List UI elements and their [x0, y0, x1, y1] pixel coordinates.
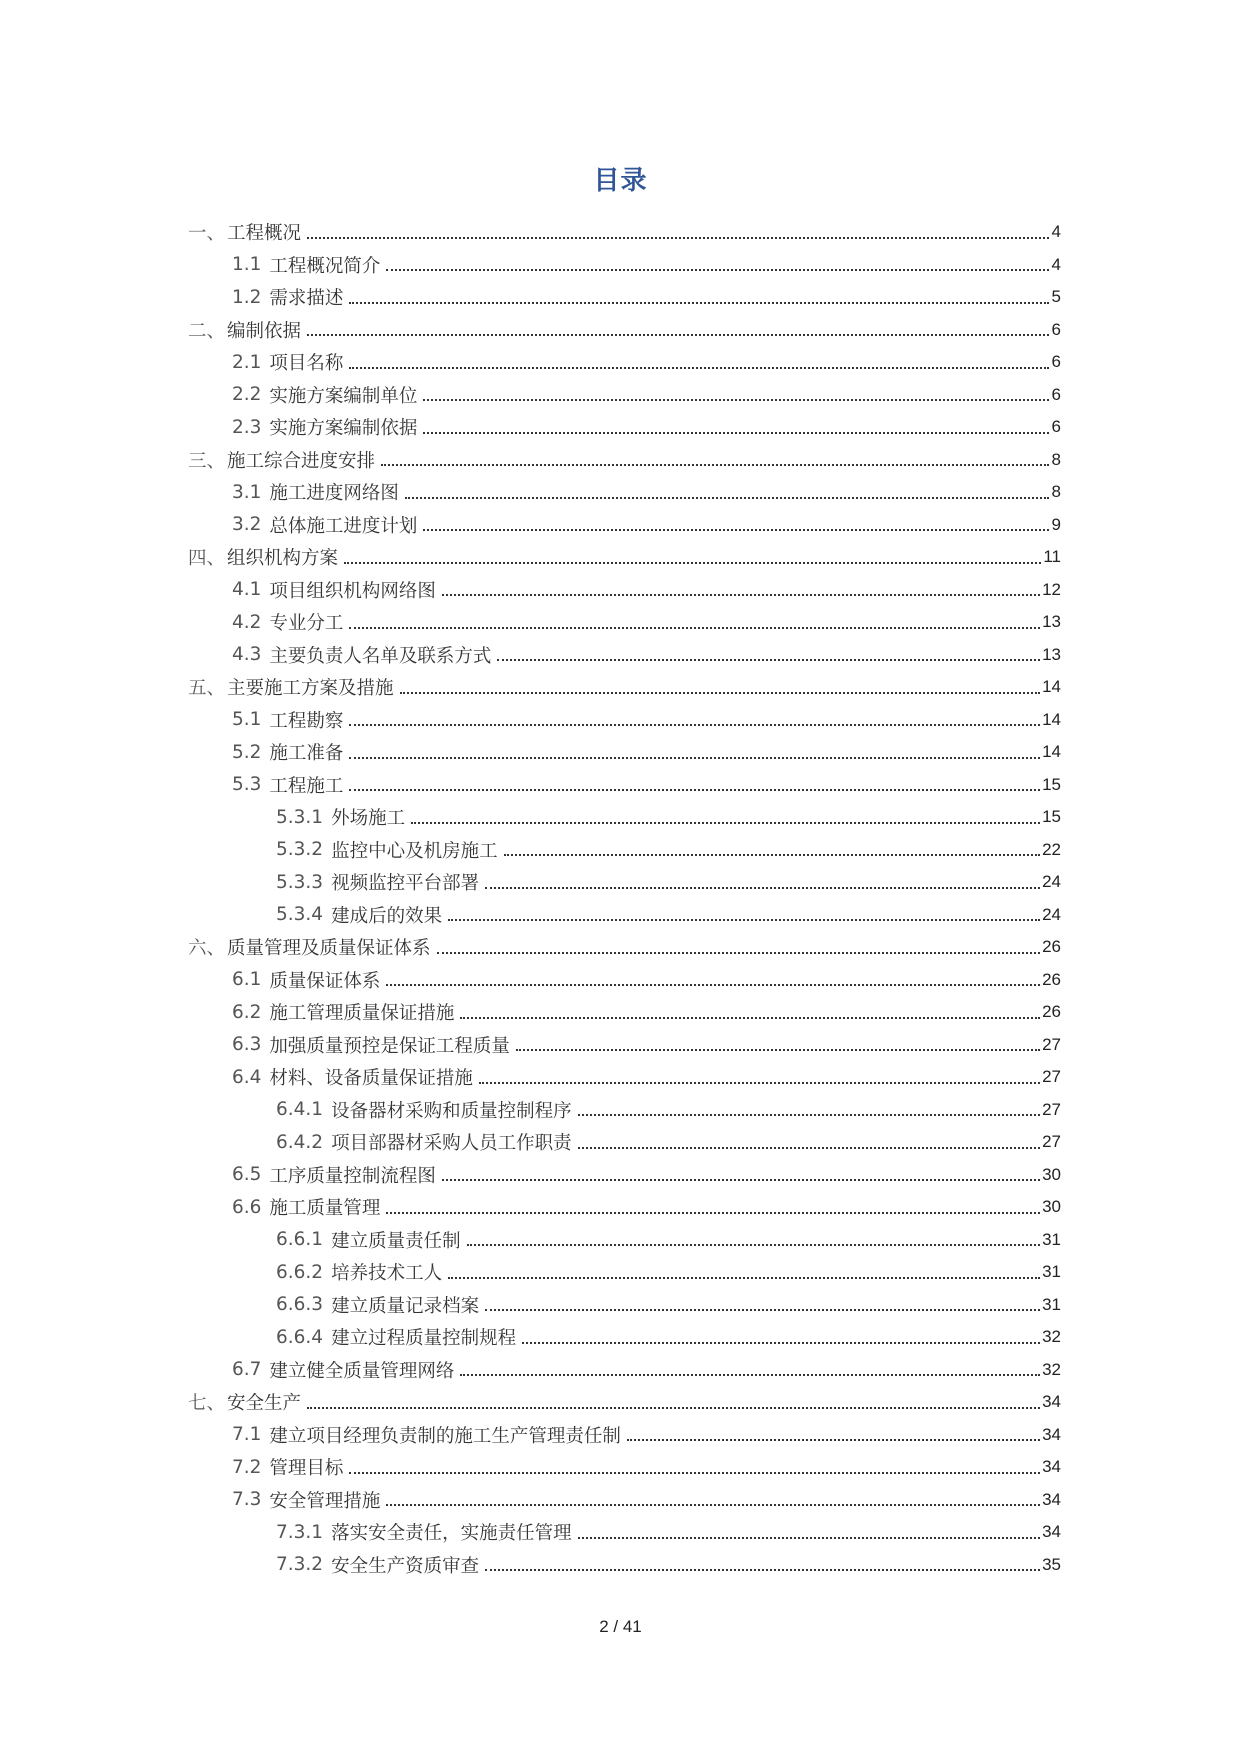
toc-entry[interactable] — [188, 314, 1061, 347]
toc-entry-title: 安全生产 — [227, 1393, 302, 1415]
dot-leader — [344, 561, 1041, 564]
toc-entry[interactable] — [188, 1289, 1061, 1322]
toc-entry-number: 7.3.1 — [276, 1521, 324, 1543]
dot-leader — [485, 1308, 1040, 1311]
toc-entry-title: 项目部器材采购人员工作职责 — [331, 1133, 572, 1155]
toc-entry-page: 30 — [1042, 1197, 1061, 1217]
toc-entry-title: 施工管理质量保证措施 — [269, 1003, 455, 1025]
dot-leader — [423, 528, 1049, 531]
dot-leader — [400, 691, 1041, 694]
toc-entry-number: 5.3.3 — [276, 871, 324, 893]
toc-entry[interactable] — [188, 606, 1061, 639]
toc-entry[interactable] — [188, 1191, 1061, 1224]
dot-leader — [349, 1471, 1040, 1474]
toc-entry[interactable] — [188, 346, 1061, 379]
dot-leader — [386, 983, 1040, 986]
toc-entry[interactable] — [188, 1224, 1061, 1257]
toc-entry-title: 管理目标 — [269, 1458, 344, 1480]
toc-entry-number: 6.4.1 — [276, 1099, 324, 1121]
dot-leader — [405, 496, 1049, 499]
toc-entry-number: 2.2 — [232, 384, 262, 406]
dot-leader — [307, 1406, 1040, 1409]
toc-entry-title: 设备器材采购和质量控制程序 — [331, 1100, 572, 1122]
toc-entry-title: 质量管理及质量保证体系 — [227, 938, 431, 960]
page-title: 目录 — [593, 166, 648, 196]
toc-entry[interactable] — [188, 1159, 1061, 1192]
toc-entry[interactable] — [188, 1029, 1061, 1062]
toc-entry[interactable] — [188, 964, 1061, 997]
toc-entry-title: 工序质量控制流程图 — [269, 1165, 436, 1187]
dot-leader — [442, 1178, 1040, 1181]
toc-entry-number: 6.6.2 — [276, 1261, 324, 1283]
dot-leader — [442, 593, 1040, 596]
toc-entry-title: 外场施工 — [331, 808, 406, 830]
toc-entry-title: 安全生产资质审查 — [331, 1555, 480, 1577]
toc-entry[interactable] — [188, 541, 1061, 574]
toc-entry[interactable] — [188, 444, 1061, 477]
dot-leader — [504, 853, 1040, 856]
toc-entry-page: 4 — [1051, 222, 1061, 242]
dot-leader — [307, 236, 1049, 239]
toc-entry-title: 建成后的效果 — [331, 905, 443, 927]
toc-entry[interactable] — [188, 996, 1061, 1029]
toc-entry[interactable] — [188, 899, 1061, 932]
dot-leader — [411, 821, 1040, 824]
toc-entry-number: 6.4.2 — [276, 1131, 324, 1153]
dot-leader — [467, 1243, 1040, 1246]
toc-entry[interactable] — [188, 574, 1061, 607]
toc-entry-number: 6.1 — [232, 969, 262, 991]
toc-entry[interactable] — [188, 639, 1061, 672]
toc-entry-number: 7.3.2 — [276, 1554, 324, 1576]
toc-entry-title: 工程施工 — [269, 775, 344, 797]
toc-entry-title: 实施方案编制单位 — [269, 385, 418, 407]
toc-entry[interactable] — [188, 704, 1061, 737]
toc-entry[interactable] — [188, 1419, 1061, 1452]
dot-leader — [423, 398, 1049, 401]
toc-entry-page: 35 — [1042, 1554, 1061, 1574]
dot-leader — [437, 951, 1041, 954]
toc-entry-title: 项目组织机构网络图 — [269, 580, 436, 602]
toc-entry-title: 主要施工方案及措施 — [227, 678, 394, 700]
toc-entry-page: 9 — [1051, 514, 1061, 534]
toc-entry-number: 6.6.1 — [276, 1229, 324, 1251]
toc-entry-page: 34 — [1042, 1424, 1061, 1444]
dot-leader — [349, 366, 1049, 369]
toc-entry-page: 13 — [1042, 612, 1061, 632]
dot-leader — [349, 301, 1049, 304]
dot-leader — [578, 1113, 1040, 1116]
toc-entry-page: 8 — [1051, 482, 1061, 502]
toc-entry[interactable] — [188, 476, 1061, 509]
toc-entry-page: 34 — [1042, 1489, 1061, 1509]
toc-entry-page: 26 — [1042, 1002, 1061, 1022]
toc-entry-page: 34 — [1042, 1392, 1061, 1412]
dot-leader — [381, 463, 1049, 466]
toc-entry-page: 11 — [1043, 547, 1061, 567]
toc-entry-title: 建立质量记录档案 — [331, 1295, 480, 1317]
dot-leader — [522, 1341, 1040, 1344]
toc-entry-title: 主要负责人名单及联系方式 — [269, 645, 492, 667]
toc-entry[interactable] — [188, 1451, 1061, 1484]
toc-entry-number: 6.3 — [232, 1034, 262, 1056]
toc-entry-number: 3.2 — [232, 514, 262, 536]
toc-entry-page: 24 — [1042, 872, 1061, 892]
dot-leader — [423, 431, 1049, 434]
toc-entry[interactable] — [188, 1386, 1061, 1419]
toc-entry-number: 三、 — [188, 450, 226, 472]
toc-entry-number: 6.4 — [232, 1066, 262, 1088]
dot-leader — [516, 1048, 1040, 1051]
toc-entry[interactable] — [188, 1126, 1061, 1159]
toc-entry[interactable] — [188, 1256, 1061, 1289]
toc-entry-number: 六、 — [188, 938, 226, 960]
toc-entry-page: 27 — [1042, 1132, 1061, 1152]
toc-entry-page: 34 — [1042, 1522, 1061, 1542]
toc-entry-number: 7.3 — [232, 1489, 262, 1511]
toc-entry-title: 工程概况简介 — [269, 255, 381, 277]
toc-entry-title: 监控中心及机房施工 — [331, 840, 498, 862]
toc-entry[interactable] — [188, 1516, 1061, 1549]
toc-entry-title: 组织机构方案 — [227, 548, 339, 570]
toc-entry-number: 5.3.1 — [276, 806, 324, 828]
toc-entry-title: 建立项目经理负责制的施工生产管理责任制 — [269, 1425, 621, 1447]
toc-entry-number: 五、 — [188, 678, 226, 700]
toc-entry-number: 4.1 — [232, 579, 262, 601]
toc-entry-number: 7.1 — [232, 1424, 262, 1446]
dot-leader — [349, 756, 1040, 759]
toc-entry-number: 七、 — [188, 1393, 226, 1415]
toc-entry-page: 24 — [1042, 904, 1061, 924]
toc-entry[interactable] — [188, 671, 1061, 704]
toc-entry-number: 6.6.4 — [276, 1326, 324, 1348]
toc-entry-page: 14 — [1042, 677, 1061, 697]
toc-entry[interactable] — [188, 834, 1061, 867]
toc-entry-number: 1.2 — [232, 286, 262, 308]
toc-entry-title: 工程勘察 — [269, 710, 344, 732]
toc-entry-number: 4.2 — [232, 611, 262, 633]
toc-entry-page: 4 — [1051, 254, 1061, 274]
toc-entry-number: 5.1 — [232, 709, 262, 731]
toc-entry-page: 6 — [1051, 319, 1061, 339]
toc-entry[interactable] — [188, 249, 1061, 282]
page-number-footer: 2 / 41 — [599, 1617, 642, 1636]
toc-entry[interactable] — [188, 411, 1061, 444]
toc-entry[interactable] — [188, 1321, 1061, 1354]
toc-entry-page: 6 — [1051, 417, 1061, 437]
toc-entry-title: 质量保证体系 — [269, 970, 381, 992]
dot-leader — [349, 723, 1040, 726]
toc-entry-page: 6 — [1051, 384, 1061, 404]
toc-entry[interactable] — [188, 509, 1061, 542]
dot-leader — [485, 1568, 1040, 1571]
dot-leader — [386, 1503, 1040, 1506]
toc-entry-page: 31 — [1042, 1294, 1061, 1314]
toc-entry[interactable] — [188, 1061, 1061, 1094]
dot-leader — [349, 788, 1040, 791]
toc-entry-page: 31 — [1042, 1229, 1061, 1249]
toc-entry-page: 31 — [1042, 1262, 1061, 1282]
toc-entry-title: 视频监控平台部署 — [331, 873, 480, 895]
dot-leader — [349, 626, 1040, 629]
toc-entry-title: 专业分工 — [269, 613, 344, 635]
toc-entry-number: 6.7 — [232, 1359, 262, 1381]
toc-entry-page: 26 — [1042, 937, 1061, 957]
dot-leader — [485, 886, 1040, 889]
toc-entry-page: 26 — [1042, 969, 1061, 989]
toc-entry-number: 2.3 — [232, 416, 262, 438]
toc-entry-title: 施工进度网络图 — [269, 483, 399, 505]
toc-entry-page: 8 — [1051, 449, 1061, 469]
toc-entry-page: 15 — [1042, 807, 1061, 827]
toc-entry[interactable] — [188, 1094, 1061, 1127]
toc-entry[interactable] — [188, 379, 1061, 412]
toc-entry-title: 建立质量责任制 — [331, 1230, 461, 1252]
toc-entry-number: 6.2 — [232, 1001, 262, 1023]
toc-entry-title: 实施方案编制依据 — [269, 418, 418, 440]
toc-entry-page: 13 — [1042, 644, 1061, 664]
toc-entry-page: 32 — [1042, 1359, 1061, 1379]
toc-entry-number: 1.1 — [232, 254, 262, 276]
toc-entry-number: 5.2 — [232, 741, 262, 763]
toc-entry-title: 总体施工进度计划 — [269, 515, 418, 537]
toc-entry-title: 加强质量预控是保证工程质量 — [269, 1035, 510, 1057]
dot-leader — [460, 1373, 1040, 1376]
toc-entry-page: 5 — [1051, 287, 1061, 307]
toc-entry-title: 材料、设备质量保证措施 — [269, 1068, 473, 1090]
toc-entry-title: 落实安全责任，实施责任管理 — [331, 1523, 572, 1545]
toc-entry-page: 6 — [1051, 352, 1061, 372]
toc-entry[interactable] — [188, 801, 1061, 834]
toc-entry-number: 3.1 — [232, 481, 262, 503]
table-of-contents — [188, 216, 1061, 1581]
toc-entry-page: 32 — [1042, 1327, 1061, 1347]
toc-entry-title: 培养技术工人 — [331, 1263, 443, 1285]
toc-entry-page: 27 — [1042, 1067, 1061, 1087]
toc-entry[interactable] — [188, 281, 1061, 314]
toc-entry-title: 项目名称 — [269, 353, 344, 375]
toc-entry-page: 30 — [1042, 1164, 1061, 1184]
toc-entry-title: 工程概况 — [227, 223, 302, 245]
toc-entry-title: 编制依据 — [227, 320, 302, 342]
toc-entry-number: 6.6.3 — [276, 1294, 324, 1316]
toc-entry-number: 6.5 — [232, 1164, 262, 1186]
toc-entry-number: 一、 — [188, 223, 226, 245]
toc-entry-number: 二、 — [188, 320, 226, 342]
toc-entry-number: 5.3 — [232, 774, 262, 796]
toc-entry-page: 15 — [1042, 774, 1061, 794]
dot-leader — [386, 1211, 1040, 1214]
toc-entry-title: 施工综合进度安排 — [227, 450, 376, 472]
dot-leader — [479, 1081, 1040, 1084]
toc-entry[interactable] — [188, 736, 1061, 769]
toc-entry-page: 27 — [1042, 1099, 1061, 1119]
toc-entry[interactable] — [188, 1484, 1061, 1517]
toc-entry[interactable] — [188, 1354, 1061, 1387]
toc-entry-page: 34 — [1042, 1457, 1061, 1477]
toc-entry[interactable] — [188, 216, 1061, 249]
toc-entry-page: 14 — [1042, 709, 1061, 729]
toc-entry[interactable] — [188, 1549, 1061, 1582]
toc-entry-number: 5.3.4 — [276, 904, 324, 926]
toc-entry-title: 施工准备 — [269, 743, 344, 765]
dot-leader — [386, 268, 1049, 271]
toc-entry-number: 6.6 — [232, 1196, 262, 1218]
toc-entry-title: 建立健全质量管理网络 — [269, 1360, 455, 1382]
dot-leader — [448, 1276, 1040, 1279]
toc-entry-page: 12 — [1042, 579, 1061, 599]
toc-entry-title: 建立过程质量控制规程 — [331, 1328, 517, 1350]
toc-entry-page: 27 — [1042, 1034, 1061, 1054]
toc-entry-title: 需求描述 — [269, 288, 344, 310]
toc-entry[interactable] — [188, 866, 1061, 899]
dot-leader — [307, 333, 1049, 336]
dot-leader — [627, 1438, 1040, 1441]
toc-entry-page: 22 — [1042, 839, 1061, 859]
dot-leader — [578, 1146, 1040, 1149]
toc-entry-page: 14 — [1042, 742, 1061, 762]
toc-entry-number: 4.3 — [232, 644, 262, 666]
toc-entry-title: 施工质量管理 — [269, 1198, 381, 1220]
toc-entry[interactable] — [188, 931, 1061, 964]
toc-entry-number: 2.1 — [232, 351, 262, 373]
toc-entry-number: 四、 — [188, 548, 226, 570]
toc-entry-title: 安全管理措施 — [269, 1490, 381, 1512]
dot-leader — [460, 1016, 1040, 1019]
dot-leader — [497, 658, 1040, 661]
toc-entry-number: 5.3.2 — [276, 839, 324, 861]
toc-entry[interactable] — [188, 769, 1061, 802]
dot-leader — [448, 918, 1040, 921]
toc-entry-number: 7.2 — [232, 1456, 262, 1478]
dot-leader — [578, 1536, 1040, 1539]
